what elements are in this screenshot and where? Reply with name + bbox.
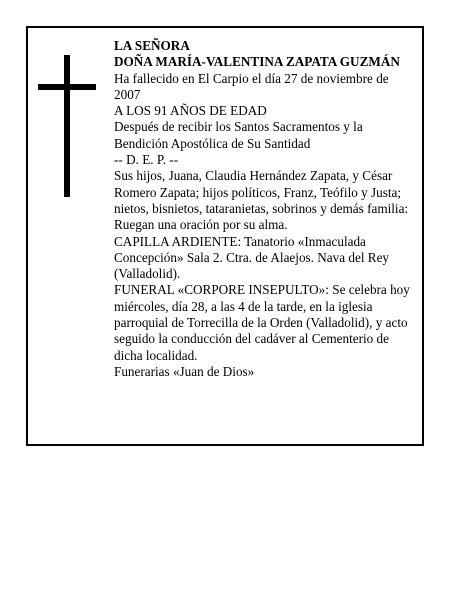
age-line: A LOS 91 AÑOS DE EDAD (114, 103, 267, 119)
obituary-text-block (114, 38, 424, 380)
funeral-line: dicha localidad. (114, 347, 198, 363)
prayer-line: Ruegan una oración por su alma. (114, 217, 288, 233)
chapel-line: (Valladolid). (114, 266, 181, 282)
cross-icon-crossbar (38, 84, 96, 90)
notice-title: LA SEÑORA (114, 38, 190, 53)
death-announcement-line: Ha fallecido en El Carpio el día 27 de noviembre de (114, 70, 389, 86)
funeral-home-line: Funerarias «Juan de Dios» (114, 363, 255, 379)
family-line: nietos, bisnietos, tataranietas, sobrinos y demás familia: (114, 200, 409, 216)
sacraments-line: Bendición Apostólica de Su Santidad (114, 135, 311, 151)
funeral-line: parroquial de Torrecilla de la Orden (Valladolid), y acto (114, 315, 408, 331)
funeral-line: FUNERAL «CORPORE INSEPULTO»: Se celebra hoy (114, 282, 410, 298)
deceased-name: DOÑA MARÍA-VALENTINA ZAPATA GUZMÁN (114, 54, 400, 70)
sacraments-line: Después de recibir los Santos Sacramentos y la (114, 119, 363, 135)
death-year-line: 2007 (114, 86, 141, 102)
family-line: Sus hijos, Juana, Claudia Hernández Zapata, y César (114, 168, 393, 184)
family-line: Romero Zapata; hijos políticos, Franz, Teófilo y Justa; (114, 184, 402, 200)
funeral-line: seguido la conducción del cadáver al Cementerio de (114, 331, 389, 347)
rip-line: -- D. E. P. -- (114, 152, 179, 168)
funeral-line: miércoles, día 28, a las 4 de la tarde, en la iglesia (114, 298, 373, 314)
chapel-line: CAPILLA ARDIENTE: Tanatorio «Inmaculada (114, 233, 366, 249)
chapel-line: Concepción» Sala 2. Ctra. de Alaejos. Nava del Rey (114, 249, 390, 265)
cross-icon (64, 55, 70, 197)
